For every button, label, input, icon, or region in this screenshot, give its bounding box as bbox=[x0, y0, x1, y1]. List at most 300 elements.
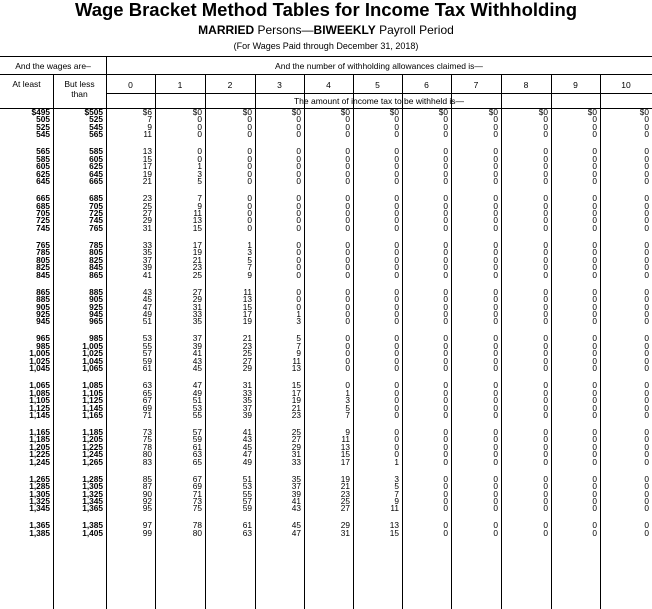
table-cell: 0 bbox=[394, 426, 399, 437]
table-cell: 545 bbox=[36, 129, 50, 140]
table-cell: 0 bbox=[592, 161, 597, 172]
table-cell: 1,005 bbox=[82, 340, 103, 351]
table-cell: 0 bbox=[443, 481, 448, 492]
table-cell: 0 bbox=[296, 146, 301, 157]
table-cell: 985 bbox=[89, 333, 103, 344]
table-cell: 0 bbox=[493, 269, 498, 280]
table-cell: 65 bbox=[142, 387, 152, 398]
table-cell: 0 bbox=[644, 114, 649, 125]
table-cell: $505 bbox=[84, 107, 103, 117]
table-cell: $0 bbox=[438, 107, 448, 117]
table-cell: 1,145 bbox=[29, 409, 50, 420]
table-cell: 925 bbox=[89, 301, 103, 312]
table-cell: 0 bbox=[493, 301, 498, 312]
table-cell: $0 bbox=[340, 107, 350, 117]
table-cell: 0 bbox=[345, 269, 350, 280]
column-rule bbox=[551, 74, 552, 609]
table-cell: 0 bbox=[543, 449, 548, 460]
table-cell: 37 bbox=[142, 254, 152, 265]
table-cell: 29 bbox=[192, 294, 202, 305]
table-cell: 67 bbox=[192, 473, 202, 484]
table-cell: 0 bbox=[493, 294, 498, 305]
table-cell: 0 bbox=[644, 426, 649, 437]
table-cell: 65 bbox=[192, 456, 202, 467]
table-cell: 0 bbox=[592, 153, 597, 164]
table-cell: 0 bbox=[247, 168, 252, 179]
table-cell: 0 bbox=[394, 176, 399, 187]
table-cell: 1,145 bbox=[82, 402, 103, 413]
table-cell: 0 bbox=[443, 254, 448, 265]
table-cell: 0 bbox=[493, 222, 498, 233]
table-cell: 0 bbox=[493, 441, 498, 452]
table-cell: 1,285 bbox=[29, 481, 50, 492]
table-cell: 0 bbox=[543, 481, 548, 492]
table-cell: 0 bbox=[644, 333, 649, 344]
table-cell: 49 bbox=[142, 308, 152, 319]
table-cell: 1,225 bbox=[82, 441, 103, 452]
table-cell: 725 bbox=[89, 207, 103, 218]
table-cell: 21 bbox=[142, 176, 152, 187]
table-cell: 35 bbox=[142, 247, 152, 258]
table-cell: 53 bbox=[242, 481, 252, 492]
table-cell: 0 bbox=[592, 286, 597, 297]
table-cell: 0 bbox=[543, 456, 548, 467]
table-cell: 27 bbox=[142, 207, 152, 218]
table-cell: 23 bbox=[340, 488, 350, 499]
table-cell: 0 bbox=[493, 363, 498, 374]
table-cell: 0 bbox=[345, 114, 350, 125]
table-cell: 0 bbox=[592, 129, 597, 140]
table-cell: 0 bbox=[394, 355, 399, 366]
table-cell: 1,305 bbox=[82, 481, 103, 492]
table-cell: 11 bbox=[341, 434, 350, 445]
table-cell: 0 bbox=[443, 168, 448, 179]
table-cell: 0 bbox=[296, 254, 301, 265]
table-cell: 1,265 bbox=[29, 473, 50, 484]
allowance-7-column bbox=[489, 109, 498, 537]
but-less-than-header bbox=[53, 79, 106, 99]
table-cell: 1,325 bbox=[29, 496, 50, 507]
table-cell: 0 bbox=[394, 146, 399, 157]
table-cell: 0 bbox=[345, 286, 350, 297]
table-cell: 0 bbox=[394, 193, 399, 204]
table-cell: 0 bbox=[493, 215, 498, 226]
column-rule bbox=[353, 74, 354, 609]
table-cell: 0 bbox=[592, 496, 597, 507]
table-cell: 29 bbox=[242, 363, 252, 374]
table-cell: 15 bbox=[340, 449, 350, 460]
table-cell: 41 bbox=[291, 496, 301, 507]
table-cell: 51 bbox=[142, 316, 152, 327]
table-cell: 5 bbox=[247, 254, 252, 265]
table-cell: 605 bbox=[89, 153, 103, 164]
table-cell: 0 bbox=[592, 456, 597, 467]
table-cell: 0 bbox=[443, 239, 448, 250]
table-cell: 0 bbox=[644, 473, 649, 484]
table-cell: 0 bbox=[644, 387, 649, 398]
table-cell: 0 bbox=[345, 222, 350, 233]
table-cell: 57 bbox=[142, 348, 152, 359]
table-cell: 78 bbox=[142, 441, 152, 452]
table-cell: 19 bbox=[142, 168, 152, 179]
table-cell: 0 bbox=[296, 114, 301, 125]
table-cell: 725 bbox=[36, 215, 50, 226]
allowance-10-column bbox=[640, 109, 649, 537]
at-least-column bbox=[29, 109, 50, 537]
table-cell: 0 bbox=[493, 402, 498, 413]
table-cell: 17 bbox=[192, 239, 202, 250]
table-cell: 0 bbox=[493, 355, 498, 366]
table-cell: 0 bbox=[592, 262, 597, 273]
table-cell: 17 bbox=[242, 308, 252, 319]
table-cell: 0 bbox=[443, 222, 448, 233]
table-cell: 0 bbox=[493, 503, 498, 514]
table-cell: 0 bbox=[644, 434, 649, 445]
table-cell: 0 bbox=[644, 380, 649, 391]
table-cell: 21 bbox=[291, 402, 301, 413]
table-cell: 0 bbox=[493, 527, 498, 538]
table-cell: 0 bbox=[592, 193, 597, 204]
table-cell: 57 bbox=[192, 426, 202, 437]
table-cell: 0 bbox=[543, 168, 548, 179]
table-cell: 53 bbox=[192, 402, 202, 413]
table-cell: 0 bbox=[394, 254, 399, 265]
table-cell: 1,265 bbox=[82, 456, 103, 467]
table-cell: 35 bbox=[291, 473, 301, 484]
table-cell: 0 bbox=[644, 301, 649, 312]
table-cell: 0 bbox=[493, 168, 498, 179]
table-cell: 785 bbox=[36, 247, 50, 258]
table-cell: 705 bbox=[89, 200, 103, 211]
table-cell: 9 bbox=[247, 269, 252, 280]
table-cell: 0 bbox=[592, 247, 597, 258]
allowance-5-column bbox=[390, 109, 399, 537]
table-cell: 11 bbox=[193, 207, 202, 218]
table-cell: 0 bbox=[394, 301, 399, 312]
table-cell: 0 bbox=[345, 161, 350, 172]
table-cell: 1,305 bbox=[29, 488, 50, 499]
table-cell: 1,165 bbox=[29, 426, 50, 437]
table-cell: 0 bbox=[592, 387, 597, 398]
table-cell: 1 bbox=[247, 239, 252, 250]
table-cell: 21 bbox=[192, 254, 202, 265]
table-cell: 5 bbox=[345, 402, 350, 413]
table-cell: 0 bbox=[394, 402, 399, 413]
table-cell: 0 bbox=[543, 409, 548, 420]
table-cell: 1,385 bbox=[82, 520, 103, 531]
table-cell: 0 bbox=[644, 254, 649, 265]
table-cell: 905 bbox=[89, 294, 103, 305]
table-cell: 0 bbox=[247, 161, 252, 172]
table-cell: 0 bbox=[345, 254, 350, 265]
allowance-column-header: 2 bbox=[227, 80, 233, 90]
table-cell: 545 bbox=[89, 121, 103, 132]
table-cell: 47 bbox=[142, 301, 152, 312]
table-cell: 0 bbox=[592, 380, 597, 391]
table-cell: 0 bbox=[592, 434, 597, 445]
table-cell: 0 bbox=[644, 215, 649, 226]
table-cell: 17 bbox=[291, 387, 301, 398]
column-rule bbox=[600, 74, 601, 609]
at-least-header: At least bbox=[12, 79, 41, 89]
allowance-0-column bbox=[143, 109, 152, 537]
table-cell: 0 bbox=[493, 193, 498, 204]
table-cell: 1,065 bbox=[29, 380, 50, 391]
table-cell: 0 bbox=[394, 441, 399, 452]
table-cell: 0 bbox=[644, 308, 649, 319]
table-cell: 25 bbox=[192, 269, 202, 280]
table-cell: 0 bbox=[296, 247, 301, 258]
table-cell: 11 bbox=[390, 503, 399, 514]
table-cell: 0 bbox=[443, 200, 448, 211]
table-cell: 0 bbox=[592, 176, 597, 187]
table-cell: 11 bbox=[243, 286, 252, 297]
table-cell: 0 bbox=[394, 269, 399, 280]
table-cell: 0 bbox=[644, 193, 649, 204]
table-cell: 7 bbox=[197, 193, 202, 204]
table-cell: 13 bbox=[242, 294, 252, 305]
wages-table-divider bbox=[106, 56, 107, 609]
table-cell: 0 bbox=[296, 286, 301, 297]
table-cell: 80 bbox=[192, 527, 202, 538]
table-cell: 0 bbox=[543, 527, 548, 538]
table-cell: 23 bbox=[242, 340, 252, 351]
table-cell: 7 bbox=[345, 409, 350, 420]
table-cell: 885 bbox=[89, 286, 103, 297]
table-cell: 0 bbox=[247, 129, 252, 140]
table-cell: 905 bbox=[36, 301, 50, 312]
table-cell: 29 bbox=[340, 520, 350, 531]
table-cell: 59 bbox=[192, 434, 202, 445]
table-cell: 41 bbox=[192, 348, 202, 359]
table-cell: 0 bbox=[543, 488, 548, 499]
table-cell: 0 bbox=[493, 316, 498, 327]
table-cell: 0 bbox=[394, 340, 399, 351]
table-cell: 0 bbox=[543, 301, 548, 312]
table-cell: 505 bbox=[36, 114, 50, 125]
table-cell: 39 bbox=[291, 488, 301, 499]
table-cell: 0 bbox=[296, 121, 301, 132]
table-cell: 0 bbox=[592, 481, 597, 492]
table-cell: 0 bbox=[394, 129, 399, 140]
table-cell: 1,125 bbox=[29, 402, 50, 413]
table-cell: 0 bbox=[644, 222, 649, 233]
table-cell: 0 bbox=[543, 254, 548, 265]
table-cell: 0 bbox=[493, 286, 498, 297]
table-cell: 0 bbox=[592, 348, 597, 359]
table-cell: 23 bbox=[192, 262, 202, 273]
table-cell: 0 bbox=[197, 129, 202, 140]
table-cell: 0 bbox=[345, 129, 350, 140]
table-cell: 0 bbox=[644, 496, 649, 507]
table-cell: 0 bbox=[247, 153, 252, 164]
table-cell: 0 bbox=[493, 262, 498, 273]
table-cell: 25 bbox=[142, 200, 152, 211]
table-cell: 0 bbox=[592, 395, 597, 406]
table-cell: 0 bbox=[345, 301, 350, 312]
table-cell: 0 bbox=[394, 308, 399, 319]
table-cell: 765 bbox=[36, 239, 50, 250]
table-cell: 785 bbox=[89, 239, 103, 250]
table-cell: 0 bbox=[443, 496, 448, 507]
table-cell: 0 bbox=[394, 239, 399, 250]
table-cell: 0 bbox=[493, 340, 498, 351]
table-cell: 0 bbox=[345, 153, 350, 164]
table-cell: 0 bbox=[592, 441, 597, 452]
table-cell: 1 bbox=[394, 456, 399, 467]
table-cell: 0 bbox=[394, 247, 399, 258]
table-cell: 1,085 bbox=[82, 380, 103, 391]
table-cell: 0 bbox=[345, 308, 350, 319]
table-cell: 0 bbox=[543, 153, 548, 164]
table-cell: 0 bbox=[493, 488, 498, 499]
table-cell: 0 bbox=[394, 114, 399, 125]
table-cell: 0 bbox=[296, 222, 301, 233]
table-cell: 885 bbox=[36, 294, 50, 305]
table-cell: 0 bbox=[443, 348, 448, 359]
table-cell: 1,205 bbox=[29, 441, 50, 452]
table-cell: 0 bbox=[543, 316, 548, 327]
table-cell: 0 bbox=[543, 269, 548, 280]
table-cell: 0 bbox=[345, 247, 350, 258]
allowance-column-header: 10 bbox=[621, 80, 631, 90]
table-cell: 0 bbox=[543, 496, 548, 507]
table-cell: 35 bbox=[242, 395, 252, 406]
table-cell: 965 bbox=[36, 333, 50, 344]
table-cell: 0 bbox=[644, 121, 649, 132]
table-cell: 0 bbox=[592, 121, 597, 132]
payroll-period: BIWEEKLY bbox=[313, 23, 376, 37]
table-cell: 17 bbox=[340, 456, 350, 467]
table-cell: 35 bbox=[192, 316, 202, 327]
table-cell: 0 bbox=[644, 161, 649, 172]
table-cell: 0 bbox=[644, 176, 649, 187]
table-cell: 0 bbox=[644, 402, 649, 413]
table-cell: 865 bbox=[36, 286, 50, 297]
table-cell: 0 bbox=[247, 222, 252, 233]
table-cell: 29 bbox=[142, 215, 152, 226]
amount-withheld-header: The amount of income tax to be withheld is— bbox=[293, 96, 465, 106]
allowance-number-rule bbox=[106, 93, 652, 94]
table-cell: 0 bbox=[543, 161, 548, 172]
table-cell: 0 bbox=[592, 146, 597, 157]
table-cell: 0 bbox=[644, 395, 649, 406]
table-cell: 825 bbox=[89, 254, 103, 265]
table-cell: 0 bbox=[394, 168, 399, 179]
allowance-column-header: 6 bbox=[424, 80, 429, 90]
table-cell: 0 bbox=[345, 215, 350, 226]
column-rule bbox=[501, 74, 502, 609]
table-cell: 0 bbox=[493, 114, 498, 125]
table-cell: 78 bbox=[192, 520, 202, 531]
table-cell: 0 bbox=[543, 239, 548, 250]
table-cell: 23 bbox=[291, 409, 301, 420]
table-cell: 0 bbox=[592, 222, 597, 233]
table-cell: 0 bbox=[644, 503, 649, 514]
table-cell: 0 bbox=[543, 308, 548, 319]
table-cell: 71 bbox=[192, 488, 202, 499]
table-cell: 43 bbox=[242, 434, 252, 445]
table-cell: 13 bbox=[192, 215, 202, 226]
table-cell: 0 bbox=[543, 380, 548, 391]
table-cell: $0 bbox=[639, 107, 649, 117]
payroll-period-suffix: Payroll Period bbox=[375, 23, 454, 37]
table-cell: 765 bbox=[89, 222, 103, 233]
table-cell: 0 bbox=[493, 387, 498, 398]
table-cell: 87 bbox=[142, 481, 152, 492]
table-cell: 19 bbox=[192, 247, 202, 258]
table-cell: 0 bbox=[592, 449, 597, 460]
table-cell: 1,285 bbox=[82, 473, 103, 484]
table-cell: 59 bbox=[142, 355, 152, 366]
table-cell: 0 bbox=[443, 215, 448, 226]
table-cell: 0 bbox=[543, 129, 548, 140]
table-cell: 0 bbox=[296, 301, 301, 312]
table-cell: 0 bbox=[592, 473, 597, 484]
table-cell: 31 bbox=[142, 222, 152, 233]
table-cell: 0 bbox=[443, 161, 448, 172]
table-cell: 0 bbox=[644, 129, 649, 140]
table-cell: 43 bbox=[192, 355, 202, 366]
table-cell: 15 bbox=[192, 222, 202, 233]
table-cell: 0 bbox=[296, 269, 301, 280]
table-cell: 51 bbox=[192, 395, 202, 406]
table-cell: 9 bbox=[197, 200, 202, 211]
table-cell: 0 bbox=[592, 239, 597, 250]
table-cell: 0 bbox=[543, 200, 548, 211]
table-cell: 45 bbox=[192, 363, 202, 374]
table-cell: 0 bbox=[592, 426, 597, 437]
table-cell: 0 bbox=[345, 168, 350, 179]
table-cell: $0 bbox=[291, 107, 301, 117]
table-cell: 99 bbox=[142, 527, 152, 538]
table-cell: 1,405 bbox=[82, 527, 103, 538]
table-cell: 565 bbox=[36, 146, 50, 157]
table-cell: 19 bbox=[242, 316, 252, 327]
table-cell: 0 bbox=[345, 176, 350, 187]
table-cell: 63 bbox=[242, 527, 252, 538]
table-cell: 625 bbox=[36, 168, 50, 179]
table-cell: 0 bbox=[543, 247, 548, 258]
table-cell: 565 bbox=[89, 129, 103, 140]
table-cell: 0 bbox=[644, 355, 649, 366]
table-cell: 3 bbox=[197, 168, 202, 179]
table-cell: 73 bbox=[192, 496, 202, 507]
table-cell: 45 bbox=[291, 520, 301, 531]
table-cell: 1 bbox=[197, 161, 202, 172]
table-cell: 27 bbox=[242, 355, 252, 366]
table-cell: 0 bbox=[345, 207, 350, 218]
table-cell: 1,005 bbox=[29, 348, 50, 359]
table-cell: 9 bbox=[147, 121, 152, 132]
table-cell: 31 bbox=[340, 527, 350, 538]
table-cell: 0 bbox=[493, 308, 498, 319]
page-title: Wage Bracket Method Tables for Income Tax Withholding bbox=[74, 0, 578, 20]
table-cell: 47 bbox=[192, 380, 202, 391]
table-cell: 0 bbox=[592, 168, 597, 179]
table-cell: 525 bbox=[89, 114, 103, 125]
table-cell: 0 bbox=[493, 449, 498, 460]
table-cell: 9 bbox=[296, 348, 301, 359]
table-cell: 0 bbox=[443, 146, 448, 157]
table-cell: 33 bbox=[192, 308, 202, 319]
table-cell: 0 bbox=[543, 395, 548, 406]
table-cell: 0 bbox=[443, 449, 448, 460]
allowance-column-header: 8 bbox=[523, 80, 529, 90]
table-cell: 75 bbox=[192, 503, 202, 514]
table-cell: 1,105 bbox=[29, 395, 50, 406]
table-cell: 0 bbox=[493, 456, 498, 467]
